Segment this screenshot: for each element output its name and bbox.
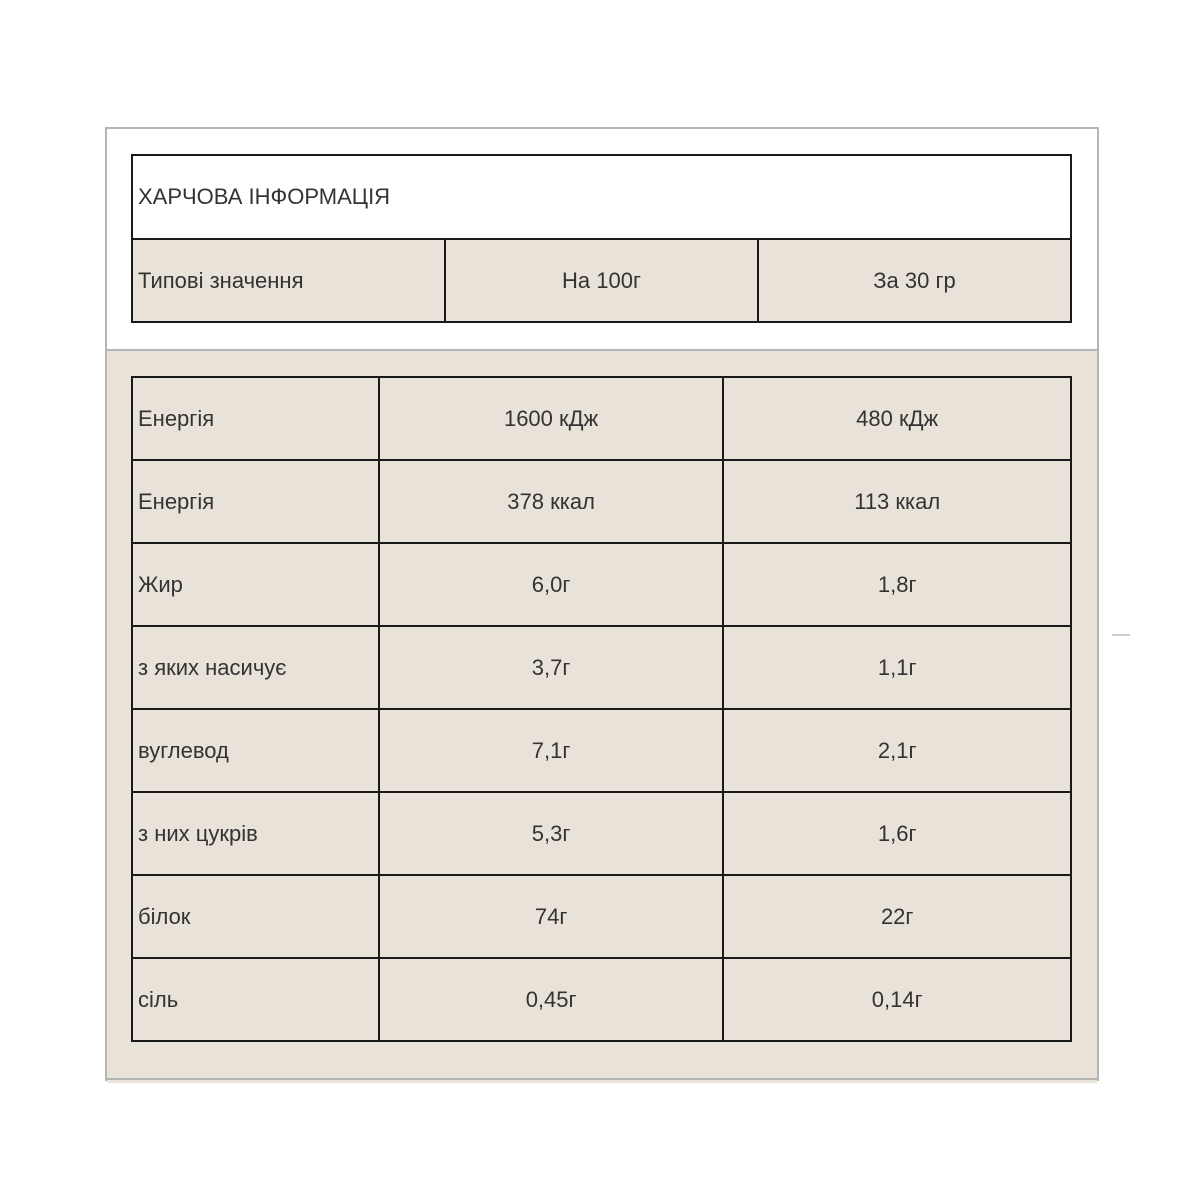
nutrient-name: Жир: [132, 543, 379, 626]
value-per-30g: 2,1г: [723, 709, 1071, 792]
panel-bottom-divider: [105, 1078, 1098, 1080]
nutrient-name: білок: [132, 875, 379, 958]
side-divider-mark: [1112, 634, 1130, 636]
nutrient-name: з них цукрів: [132, 792, 379, 875]
nutrient-name: Енергія: [132, 460, 379, 543]
nutrition-body-section: [107, 349, 1097, 1083]
table-row: [132, 875, 1071, 958]
nutrient-name: сіль: [132, 958, 379, 1041]
nutrient-name: Енергія: [132, 377, 379, 460]
table-row: [132, 543, 1071, 626]
table-row: [132, 958, 1071, 1041]
nutrition-panel: [105, 127, 1099, 1081]
value-per-30g: 0,14г: [723, 958, 1071, 1041]
value-per-100g: 0,45г: [379, 958, 724, 1041]
table-row: [132, 377, 1071, 460]
value-per-100g: 74г: [379, 875, 724, 958]
value-per-30g: 480 кДж: [723, 377, 1071, 460]
column-header-row: [132, 239, 1071, 322]
table-row: [132, 460, 1071, 543]
value-per-30g: 1,1г: [723, 626, 1071, 709]
nutrient-name: вуглевод: [132, 709, 379, 792]
value-per-30g: 1,8г: [723, 543, 1071, 626]
value-per-100g: 7,1г: [379, 709, 724, 792]
value-per-100g: 3,7г: [379, 626, 724, 709]
nutrient-name: з яких насичує: [132, 626, 379, 709]
nutrition-header-table: [131, 154, 1072, 323]
nutrition-title: ХАРЧОВА ІНФОРМАЦІЯ: [132, 155, 1071, 239]
column-header-typical: Типові значення: [132, 239, 445, 322]
value-per-100g: 6,0г: [379, 543, 724, 626]
table-row: [132, 709, 1071, 792]
value-per-100g: 1600 кДж: [379, 377, 724, 460]
table-row: [132, 792, 1071, 875]
nutrition-values-table: [131, 376, 1072, 1042]
title-row: [132, 155, 1071, 239]
value-per-100g: 5,3г: [379, 792, 724, 875]
value-per-30g: 22г: [723, 875, 1071, 958]
column-header-per-100g: На 100г: [445, 239, 758, 322]
table-row: [132, 626, 1071, 709]
nutrition-header-section: [107, 129, 1097, 349]
value-per-30g: 113 ккал: [723, 460, 1071, 543]
value-per-30g: 1,6г: [723, 792, 1071, 875]
column-header-per-30g: За 30 гр: [758, 239, 1071, 322]
value-per-100g: 378 ккал: [379, 460, 724, 543]
